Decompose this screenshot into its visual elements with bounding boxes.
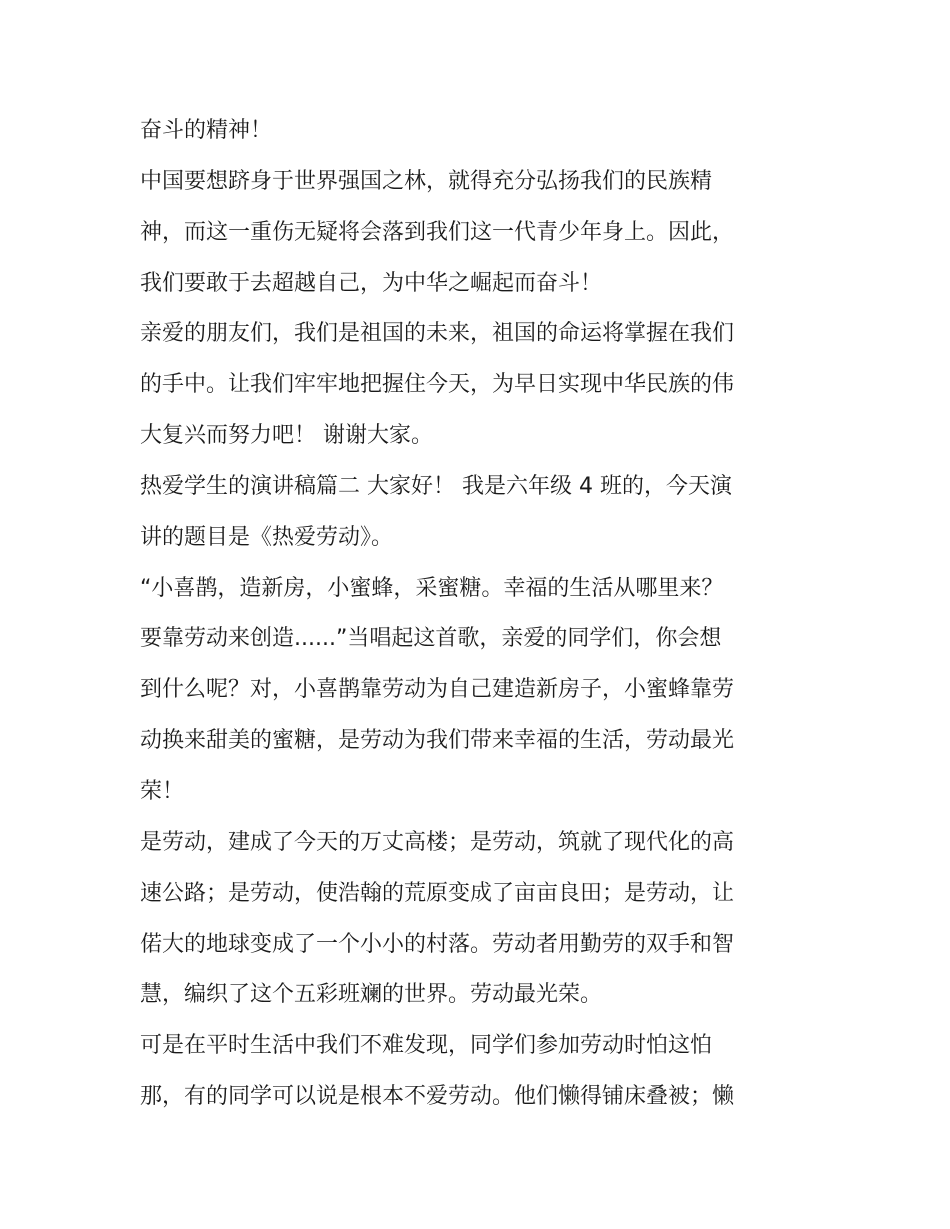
- text-line: 亲爱的朋友们，我们是祖国的未来，祖国的命运将掌握在我们: [140, 321, 735, 347]
- document-body: [140, 112, 815, 1129]
- text-line: 我们要敢于去超越自己，为中华之崛起而奋斗！: [140, 270, 603, 296]
- text-line: 那，有的同学可以说是根本不爱劳动。他们懒得铺床叠被；懒: [140, 1084, 735, 1110]
- text-line: 的手中。让我们牢牢地把握住今天，为早日实现中华民族的伟: [140, 372, 735, 398]
- text-line: 中国要想跻身于世界强国之林，就得充分弘扬我们的民族精: [140, 168, 713, 194]
- text-line: 热爱学生的演讲稿篇二 大家好！ 我是六年级 4 班的，今天演: [140, 473, 732, 499]
- text-line: 可是在平时生活中我们不难发现，同学们参加劳动时怕这怕: [140, 1033, 713, 1059]
- text-line: 要靠劳动来创造......”当唱起这首歌，亲爱的同学们，你会想: [140, 626, 722, 652]
- text-line: 是劳动，建成了今天的万丈高楼；是劳动，筑就了现代化的高: [140, 829, 735, 855]
- text-line: 慧，编织了这个五彩班斓的世界。劳动最光荣。: [140, 982, 603, 1008]
- text-line: 讲的题目是《热爱劳动》。: [140, 524, 394, 550]
- text-line: 大复兴而努力吧！ 谢谢大家。: [140, 423, 433, 449]
- text-line: 奋斗的精神！: [140, 118, 273, 143]
- text-line: 速公路；是劳动，使浩翰的荒原变成了亩亩良田；是劳动，让: [140, 880, 735, 906]
- text-line: 偌大的地球变成了一个小小的村落。劳动者用勤劳的双手和智: [140, 931, 735, 957]
- text-line: 到什么呢？对，小喜鹊靠劳动为自己建造新房子，小蜜蜂靠劳: [140, 677, 735, 703]
- text-line: “小喜鹊，造新房，小蜜蜂，采蜜糖。幸福的生活从哪里来？: [140, 575, 724, 601]
- text-line: 神，而这一重伤无疑将会落到我们这一代青少年身上。因此，: [140, 219, 735, 245]
- text-line: 荣！: [140, 778, 185, 804]
- text-line: 动换来甜美的蜜糖，是劳动为我们带来幸福的生活，劳动最光: [140, 728, 735, 754]
